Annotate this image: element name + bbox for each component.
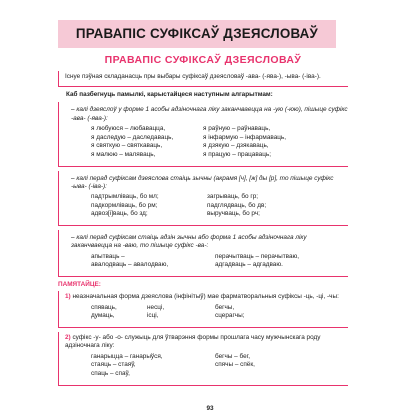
rule2-examples	[91, 193, 348, 219]
note1	[65, 293, 348, 301]
example: авалодваць – авалодваю,	[91, 261, 169, 269]
example: я святкую – святкаваць,	[91, 142, 163, 150]
example: падглядваць, бо дв;	[207, 201, 267, 209]
intro-box	[58, 71, 348, 87]
example: адгадваць – адгадваю.	[215, 261, 283, 269]
example: я любуюся – любавацца,	[91, 124, 166, 132]
example: ісці,	[147, 312, 159, 320]
title-banner	[58, 20, 336, 48]
example: падтрымліваць, бо мл;	[91, 193, 159, 201]
example: сцерагчы;	[215, 312, 245, 320]
example: стаяць – стаяў,	[91, 361, 136, 369]
algorithm-heading: Каб пазбегнуць памылкі, карыстайцеся наступным алгарытмам:	[66, 90, 273, 98]
example: загрываць, бо гр;	[207, 193, 259, 201]
page-number: 93	[206, 405, 214, 412]
example: я даследую – даследаваць,	[91, 133, 174, 141]
example: спаць – спаў,	[91, 369, 130, 377]
example: я працую – працаваць;	[203, 150, 271, 158]
note2-box	[58, 332, 348, 386]
example: апытваць –	[91, 252, 125, 260]
note2-examples	[91, 353, 348, 379]
example: спяваць,	[91, 303, 117, 311]
example: я раўную – раўнаваць,	[203, 124, 271, 132]
example: я малюю – маляваць,	[91, 150, 156, 158]
example: ганарыцца – ганарыўся,	[91, 352, 163, 360]
note1-number: 1)	[65, 293, 71, 301]
rule3-box	[58, 230, 348, 277]
example: думаць,	[91, 312, 115, 320]
rule1-examples	[91, 125, 348, 160]
note1-examples	[91, 304, 348, 321]
content	[58, 54, 348, 390]
rule2-text: – калі перад суфіксам дзеяслова стаіць зычны (акрамя [ч], [ж] ды [р], то пішыце суфікс -ыва- (-іва-):	[71, 174, 334, 190]
rule1-box	[58, 102, 348, 166]
note1-text: неазначальная форма дзеяслова (інфінітыў) мае фарматворальныя суфіксы -ць, -ці, -чы:	[72, 293, 339, 301]
example	[215, 370, 325, 379]
note2	[65, 334, 348, 351]
example: спячы – спёк,	[215, 361, 255, 369]
example: несці,	[147, 303, 165, 311]
example: я інфармую – інфармаваць,	[203, 133, 287, 141]
rule3-examples	[91, 253, 348, 270]
example: бегчы – бег,	[215, 352, 250, 360]
example: адвоз[i]ваць, бо зд;	[91, 210, 148, 218]
rule1-text: – калі дзеяслоў у форме 1 асобы адзіночнага ліку заканчваецца на -ую (-юю), пішыце суфікс -ава- (-ява-):	[71, 106, 348, 122]
note2-text: суфікс -у- або -о- служыць для ўтварэння формы прошлага часу мужчынскага роду адзіночнага ліку:	[65, 333, 321, 350]
page-title: ПРАВАПІС СУФІКСАЎ ДЗЕЯСЛОВАЎ	[75, 26, 319, 42]
example: бегчы,	[215, 303, 235, 311]
example: падкормліваць, бо рм;	[91, 201, 158, 209]
notes-heading: ПАМЯТАЙЦЕ:	[58, 281, 101, 289]
example: я дзякую – дзякаваць,	[203, 142, 269, 150]
note1-box	[58, 291, 348, 328]
example: выручваць, бо рч;	[207, 210, 260, 218]
note2-number: 2)	[65, 333, 71, 341]
section-subtitle: ПРАВАПІС СУФІКСАЎ ДЗЕЯСЛОВАЎ	[104, 54, 302, 66]
rule2-box	[58, 171, 348, 227]
intro-text: Існуе пэўная складанасць пры выбары суфіксаў дзеясловаў -ава- (-ява-), -ыва- (-іва-).	[65, 72, 321, 80]
example: перачытваць – перачытваю,	[215, 252, 300, 260]
rule3-text: – калі перад суфіксам стаіць адзін зычны або форма 1 асобы адзіночнага ліку заканчваецца на -ваю, то пішыце суфікс -ва-:	[71, 234, 307, 250]
